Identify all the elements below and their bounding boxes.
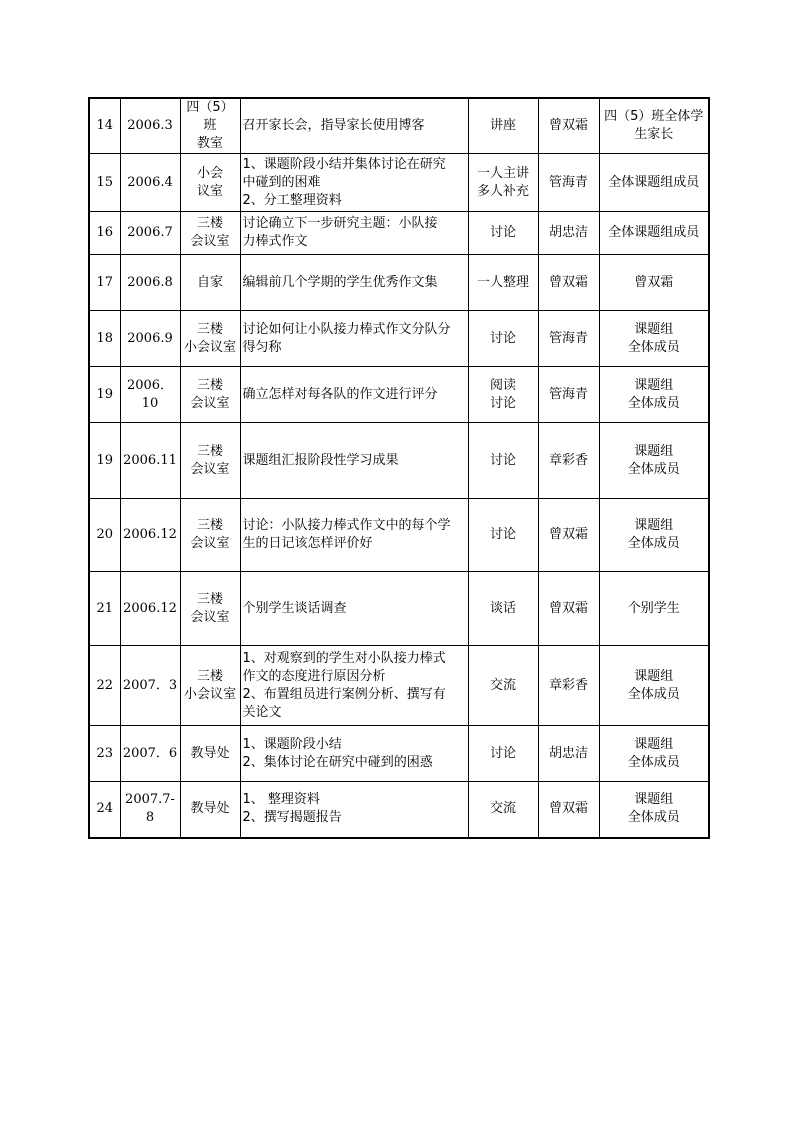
location-cell: 四（5）班 教室 [180,98,240,154]
table-row [89,499,709,572]
date-cell: 2007.7-8 [120,782,180,838]
date-cell: 2006.8 [120,255,180,311]
participants-cell: 课题组 全体成员 [599,499,709,572]
form-cell: 谈话 [468,572,538,646]
content-cell: 讨论如何让小队接力棒式作文分队分 得匀称 [240,311,468,367]
host-cell: 曾双霜 [538,98,599,154]
activity-schedule-table [88,97,710,839]
location-cell: 三楼 会议室 [180,212,240,255]
participants-cell: 课题组 全体成员 [599,311,709,367]
participants-cell: 课题组 全体成员 [599,726,709,782]
host-cell: 管海青 [538,311,599,367]
location-cell: 自家 [180,255,240,311]
location-cell: 教导处 [180,782,240,838]
form-cell: 讨论 [468,423,538,499]
content-cell: 讨论确立下一步研究主题：小队接 力棒式作文 [240,212,468,255]
host-cell: 曾双霜 [538,499,599,572]
form-cell: 一人主讲 多人补充 [468,154,538,212]
form-cell: 阅读 讨论 [468,367,538,423]
table-row [89,423,709,499]
host-cell: 管海青 [538,367,599,423]
content-cell: 1、对观察到的学生对小队接力棒式 作文的态度进行原因分析 2、布置组员进行案例分析、撰写有 关论文 [240,646,468,726]
host-cell: 曾双霜 [538,782,599,838]
participants-cell: 课题组 全体成员 [599,367,709,423]
participants-cell: 课题组 全体成员 [599,646,709,726]
date-cell: 2006.9 [120,311,180,367]
location-cell: 小会 议室 [180,154,240,212]
row-number-cell: 21 [89,572,120,646]
table-row [89,255,709,311]
participants-cell: 全体课题组成员 [599,212,709,255]
location-cell: 三楼 会议室 [180,499,240,572]
host-cell: 管海青 [538,154,599,212]
form-cell: 交流 [468,646,538,726]
date-cell: 2006.12 [120,499,180,572]
date-cell: 2006.4 [120,154,180,212]
location-cell: 三楼 会议室 [180,367,240,423]
row-number-cell: 17 [89,255,120,311]
participants-cell: 四（5）班全体学 生家长 [599,98,709,154]
content-cell: 1、课题阶段小结 2、集体讨论在研究中碰到的困惑 [240,726,468,782]
content-cell: 课题组汇报阶段性学习成果 [240,423,468,499]
form-cell: 讨论 [468,212,538,255]
host-cell: 曾双霜 [538,572,599,646]
date-cell: 2006.12 [120,572,180,646]
table-row [89,782,709,838]
participants-cell: 个别学生 [599,572,709,646]
form-cell: 讲座 [468,98,538,154]
row-number-cell: 22 [89,646,120,726]
table-row [89,367,709,423]
row-number-cell: 19 [89,367,120,423]
participants-cell: 全体课题组成员 [599,154,709,212]
content-cell: 讨论：小队接力棒式作文中的每个学 生的日记该怎样评价好 [240,499,468,572]
form-cell: 讨论 [468,499,538,572]
form-cell: 交流 [468,782,538,838]
row-number-cell: 24 [89,782,120,838]
table-row [89,154,709,212]
location-cell: 三楼 会议室 [180,423,240,499]
content-cell: 个别学生谈话调查 [240,572,468,646]
table-row [89,646,709,726]
row-number-cell: 23 [89,726,120,782]
row-number-cell: 18 [89,311,120,367]
row-number-cell: 15 [89,154,120,212]
content-cell: 确立怎样对每各队的作文进行评分 [240,367,468,423]
host-cell: 胡忠洁 [538,726,599,782]
date-cell: 2006.11 [120,423,180,499]
table-row [89,726,709,782]
date-cell: 2006．10 [120,367,180,423]
participants-cell: 课题组 全体成员 [599,423,709,499]
date-cell: 2007．3 [120,646,180,726]
location-cell: 三楼 小会议室 [180,311,240,367]
table-row [89,311,709,367]
content-cell: 编辑前几个学期的学生优秀作文集 [240,255,468,311]
date-cell: 2007．6 [120,726,180,782]
form-cell: 讨论 [468,726,538,782]
date-cell: 2006.7 [120,212,180,255]
table-row [89,98,709,154]
location-cell: 三楼 小会议室 [180,646,240,726]
location-cell: 三楼 会议室 [180,572,240,646]
participants-cell: 课题组 全体成员 [599,782,709,838]
content-cell: 召开家长会，指导家长使用博客 [240,98,468,154]
host-cell: 章彩香 [538,423,599,499]
row-number-cell: 14 [89,98,120,154]
form-cell: 讨论 [468,311,538,367]
row-number-cell: 19 [89,423,120,499]
table-row [89,572,709,646]
content-cell: 1、课题阶段小结并集体讨论在研究 中碰到的困难 2、分工整理资料 [240,154,468,212]
host-cell: 曾双霜 [538,255,599,311]
table-row [89,212,709,255]
participants-cell: 曾双霜 [599,255,709,311]
host-cell: 胡忠洁 [538,212,599,255]
form-cell: 一人整理 [468,255,538,311]
activity-schedule-sheet [88,97,708,839]
row-number-cell: 20 [89,499,120,572]
host-cell: 章彩香 [538,646,599,726]
location-cell: 教导处 [180,726,240,782]
row-number-cell: 16 [89,212,120,255]
date-cell: 2006.3 [120,98,180,154]
content-cell: 1、 整理资料 2、撰写揭题报告 [240,782,468,838]
